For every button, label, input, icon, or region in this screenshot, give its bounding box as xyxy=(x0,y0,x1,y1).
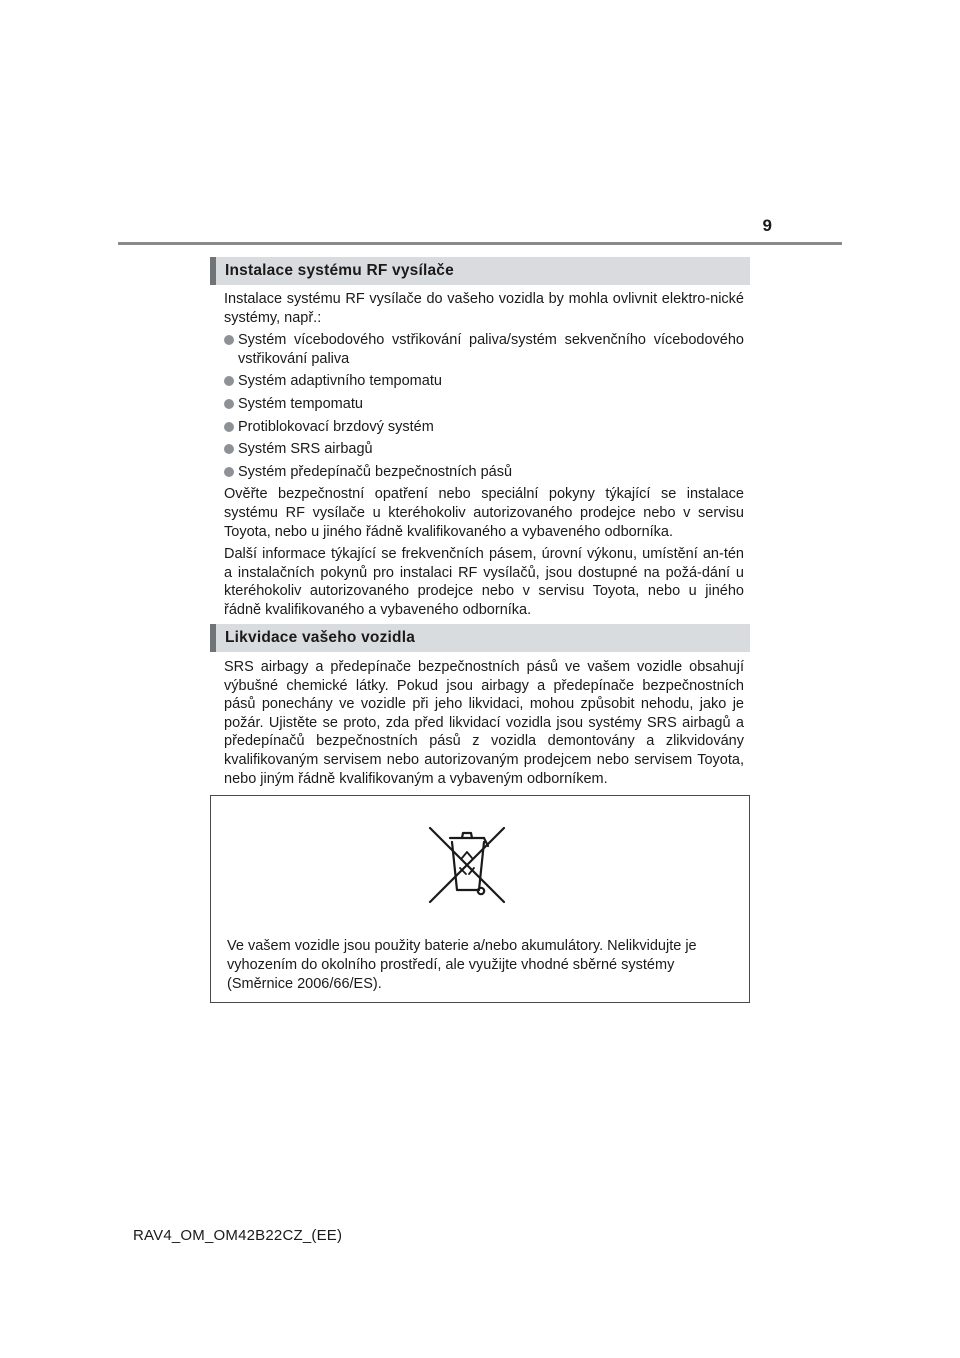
header-rule xyxy=(118,242,842,245)
section-title-rf: Instalace systému RF vysílače xyxy=(210,257,750,285)
document-code: RAV4_OM_OM42B22CZ_(EE) xyxy=(133,1227,343,1244)
bullet-item: Systém adaptivního tempomatu xyxy=(224,372,744,391)
rf-info-paragraph: Další informace týkající se frekvenčních pásem, úrovní výkonu, umístění an-tén a instalačních pokynů pro instalaci RF vysílačů, jsou dostupné na požá-dání u kteréhokoliv autorizovaného prodejce nebo v servisu Toyota, nebo u jiného řádně kvalifikovaného a vybaveného odborníka. xyxy=(224,546,744,618)
bullet-item: Systém tempomatu xyxy=(224,395,744,414)
bullet-icon xyxy=(224,467,234,477)
rf-intro-paragraph: Instalace systému RF vysílače do vašeho vozidla by mohla ovlivnit elektro-nické systémy, např.: xyxy=(224,291,744,326)
battery-notice-text: Ve vašem vozidle jsou použity baterie a/nebo akumulátory. Nelikvidujte je vyhozením do okolního prostředí, ale využijte vhodné sběrné systémy (Směrnice 2006/66/ES). xyxy=(227,938,697,992)
page-number: 9 xyxy=(762,216,772,235)
rf-check-paragraph: Ověřte bezpečnostní opatření nebo speciální pokyny týkající se instalace systému RF vysílače u kteréhokoliv autorizovaného prodejce nebo v servisu Toyota, nebo u jiného řádně kvalifikovaného a vybaveného odborníka. xyxy=(224,486,744,540)
section-title-disposal: Likvidace vašeho vozidla xyxy=(210,624,750,652)
battery-notice-box xyxy=(210,795,750,1003)
section-rf-body xyxy=(224,290,744,620)
bullet-icon xyxy=(224,399,234,409)
bullet-item: Systém SRS airbagů xyxy=(224,440,744,459)
section-disposal-body xyxy=(224,658,744,788)
bullet-item: Systém vícebodového vstřikování paliva/systém sekvenčního vícebodového vstřikování paliva xyxy=(224,331,744,368)
bullet-icon xyxy=(224,444,234,454)
bullet-icon xyxy=(224,335,234,345)
bullet-icon xyxy=(224,422,234,432)
bullet-item: Protiblokovací brzdový systém xyxy=(224,418,744,437)
disposal-paragraph: SRS airbagy a předepínače bezpečnostních pásů ve vašem vozidle obsahují výbušné chemické látky. Pokud jsou airbagy a předepínače bezpečnostních pásů ponechány ve vozidle při jeho likvidaci, mohou způsobit nehodu, jako je požár. Ujistěte se proto, zda před likvidací vozidla jsou systémy SRS airbagů a předepínačů bezpečnostních pásů z vozidla demontovány a zlikvidovány kvalifikovaným servisem nebo autorizovaným prodejcem nebo servisem Toyota, nebo jiným řádně kvalifikovaným a vybaveným odborníkem. xyxy=(224,659,744,787)
bullet-icon xyxy=(224,376,234,386)
bullet-item: Systém předepínačů bezpečnostních pásů xyxy=(224,463,744,482)
crossed-out-wheelie-bin-icon xyxy=(426,824,508,906)
